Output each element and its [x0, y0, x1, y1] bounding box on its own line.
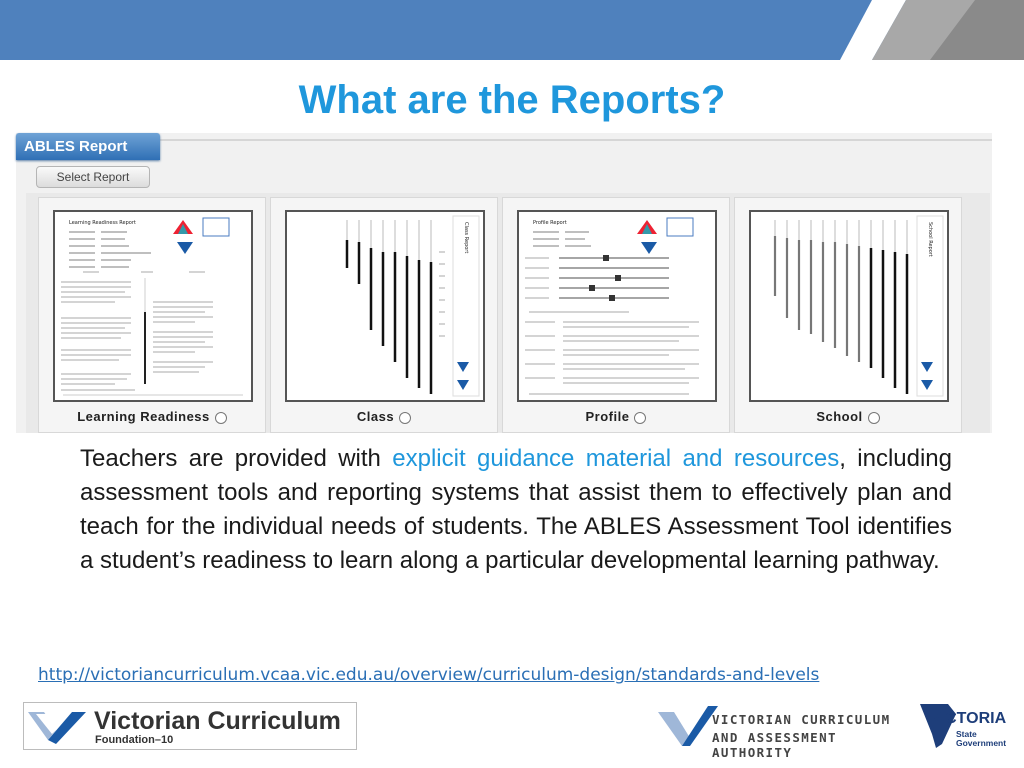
report-panel-profile[interactable] [502, 197, 730, 433]
class-report-thumbnail [285, 210, 485, 402]
vcaa-line1: VICTORIAN CURRICULUM [712, 712, 891, 727]
panel-label-school: School [735, 409, 961, 424]
slide-title: What are the Reports? [298, 78, 726, 122]
report-panel-class[interactable] [270, 197, 498, 433]
divider [16, 139, 992, 141]
vc-chevron-icon [26, 706, 92, 746]
body-highlight: explicit guidance material and resources [392, 445, 840, 472]
vcaa-line2: AND ASSESSMENT AUTHORITY [712, 730, 837, 760]
vc-logo-subtitle: Foundation–10 [95, 734, 174, 746]
report-panel-learning-readiness[interactable] [38, 197, 266, 433]
victoria-state-label [956, 730, 1006, 748]
thumbnail-title: Class Report [463, 222, 469, 254]
victorian-curriculum-logo [23, 702, 357, 750]
header-bar [0, 0, 1024, 60]
profile-report-thumbnail [517, 210, 717, 402]
school-report-thumbnail [749, 210, 949, 402]
radio-profile[interactable] [634, 412, 646, 424]
radio-class[interactable] [399, 412, 411, 424]
panel-label-profile: Profile [503, 409, 729, 424]
curriculum-link[interactable]: http://victoriancurriculum.vcaa.vic.edu.au/overview/curriculum-design/standards-and-levels [38, 665, 820, 685]
victoria-wordmark: VICTORIA [930, 710, 1007, 727]
body-paragraph [80, 442, 952, 578]
body-text-part1: Teachers are provided with [80, 445, 393, 472]
report-panel-school[interactable] [734, 197, 962, 433]
panel-label-class: Class [271, 409, 497, 424]
learning-readiness-thumbnail [53, 210, 253, 402]
select-report-button[interactable]: Select Report [36, 166, 150, 188]
thumbnail-title: Profile Report [533, 220, 567, 226]
ables-report-screenshot [16, 133, 992, 433]
vc-logo-name: Victorian Curriculum [94, 707, 341, 735]
body-text-part2: , including assessment tools and reporting systems that assist them to effectively plan and teach for the individual needs of students. The ABLES Assessment Tool identifies a student’s readiness to learn along a particular developmental learning pathway. [80, 445, 952, 574]
radio-school[interactable] [868, 412, 880, 424]
panel-label-learning-readiness: Learning Readiness [39, 409, 265, 424]
vcaa-v-icon [658, 704, 718, 746]
ables-report-tab[interactable]: ABLES Report [16, 133, 160, 160]
thumbnail-title: Learning Readiness Report [69, 220, 136, 226]
header-fold-decoration [0, 0, 1024, 60]
victoria-state-line1: State [956, 729, 977, 739]
thumbnail-title: School Report [927, 222, 933, 257]
victoria-state-line2: Government [956, 738, 1007, 748]
radio-learning-readiness[interactable] [215, 412, 227, 424]
